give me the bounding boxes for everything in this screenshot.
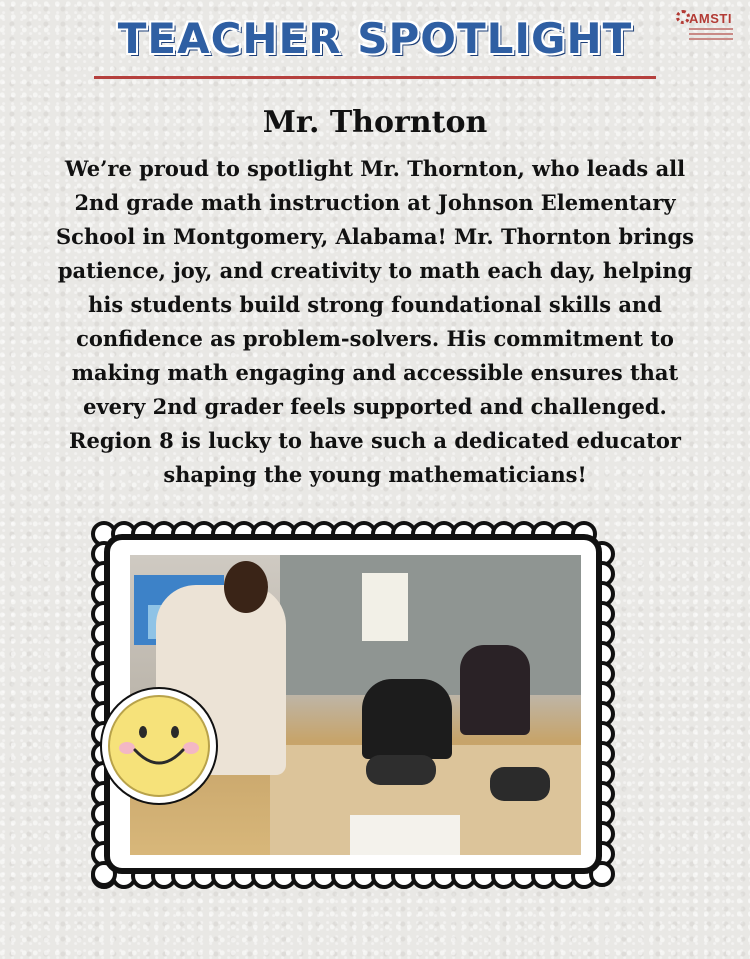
smiley-face-sticker-icon — [97, 684, 221, 808]
title-underline — [94, 76, 656, 79]
gear-icon — [676, 10, 690, 24]
logo-text: AMSTI — [689, 11, 732, 26]
amsti-logo — [676, 8, 738, 44]
teacher-name: Mr. Thornton — [262, 105, 488, 140]
logo-subtext-lines — [689, 28, 733, 43]
spotlight-paragraph: We’re proud to spotlight Mr. Thornton, who leads all 2nd grade math instruction at Johnson Elementary School in Montgomery, Alabama! Mr. Thornton brings patience, joy, and creativity to math each day, helping his students build strong foundational skills and confidence as problem-solvers. His commitment to making math engaging and accessible ensures that every 2nd grader feels supported and challenged. Region 8 is lucky to have such a dedicated educator shaping the young mathematicians! — [56, 156, 694, 487]
page-title: TEACHER SPOTLIGHT — [117, 14, 633, 63]
